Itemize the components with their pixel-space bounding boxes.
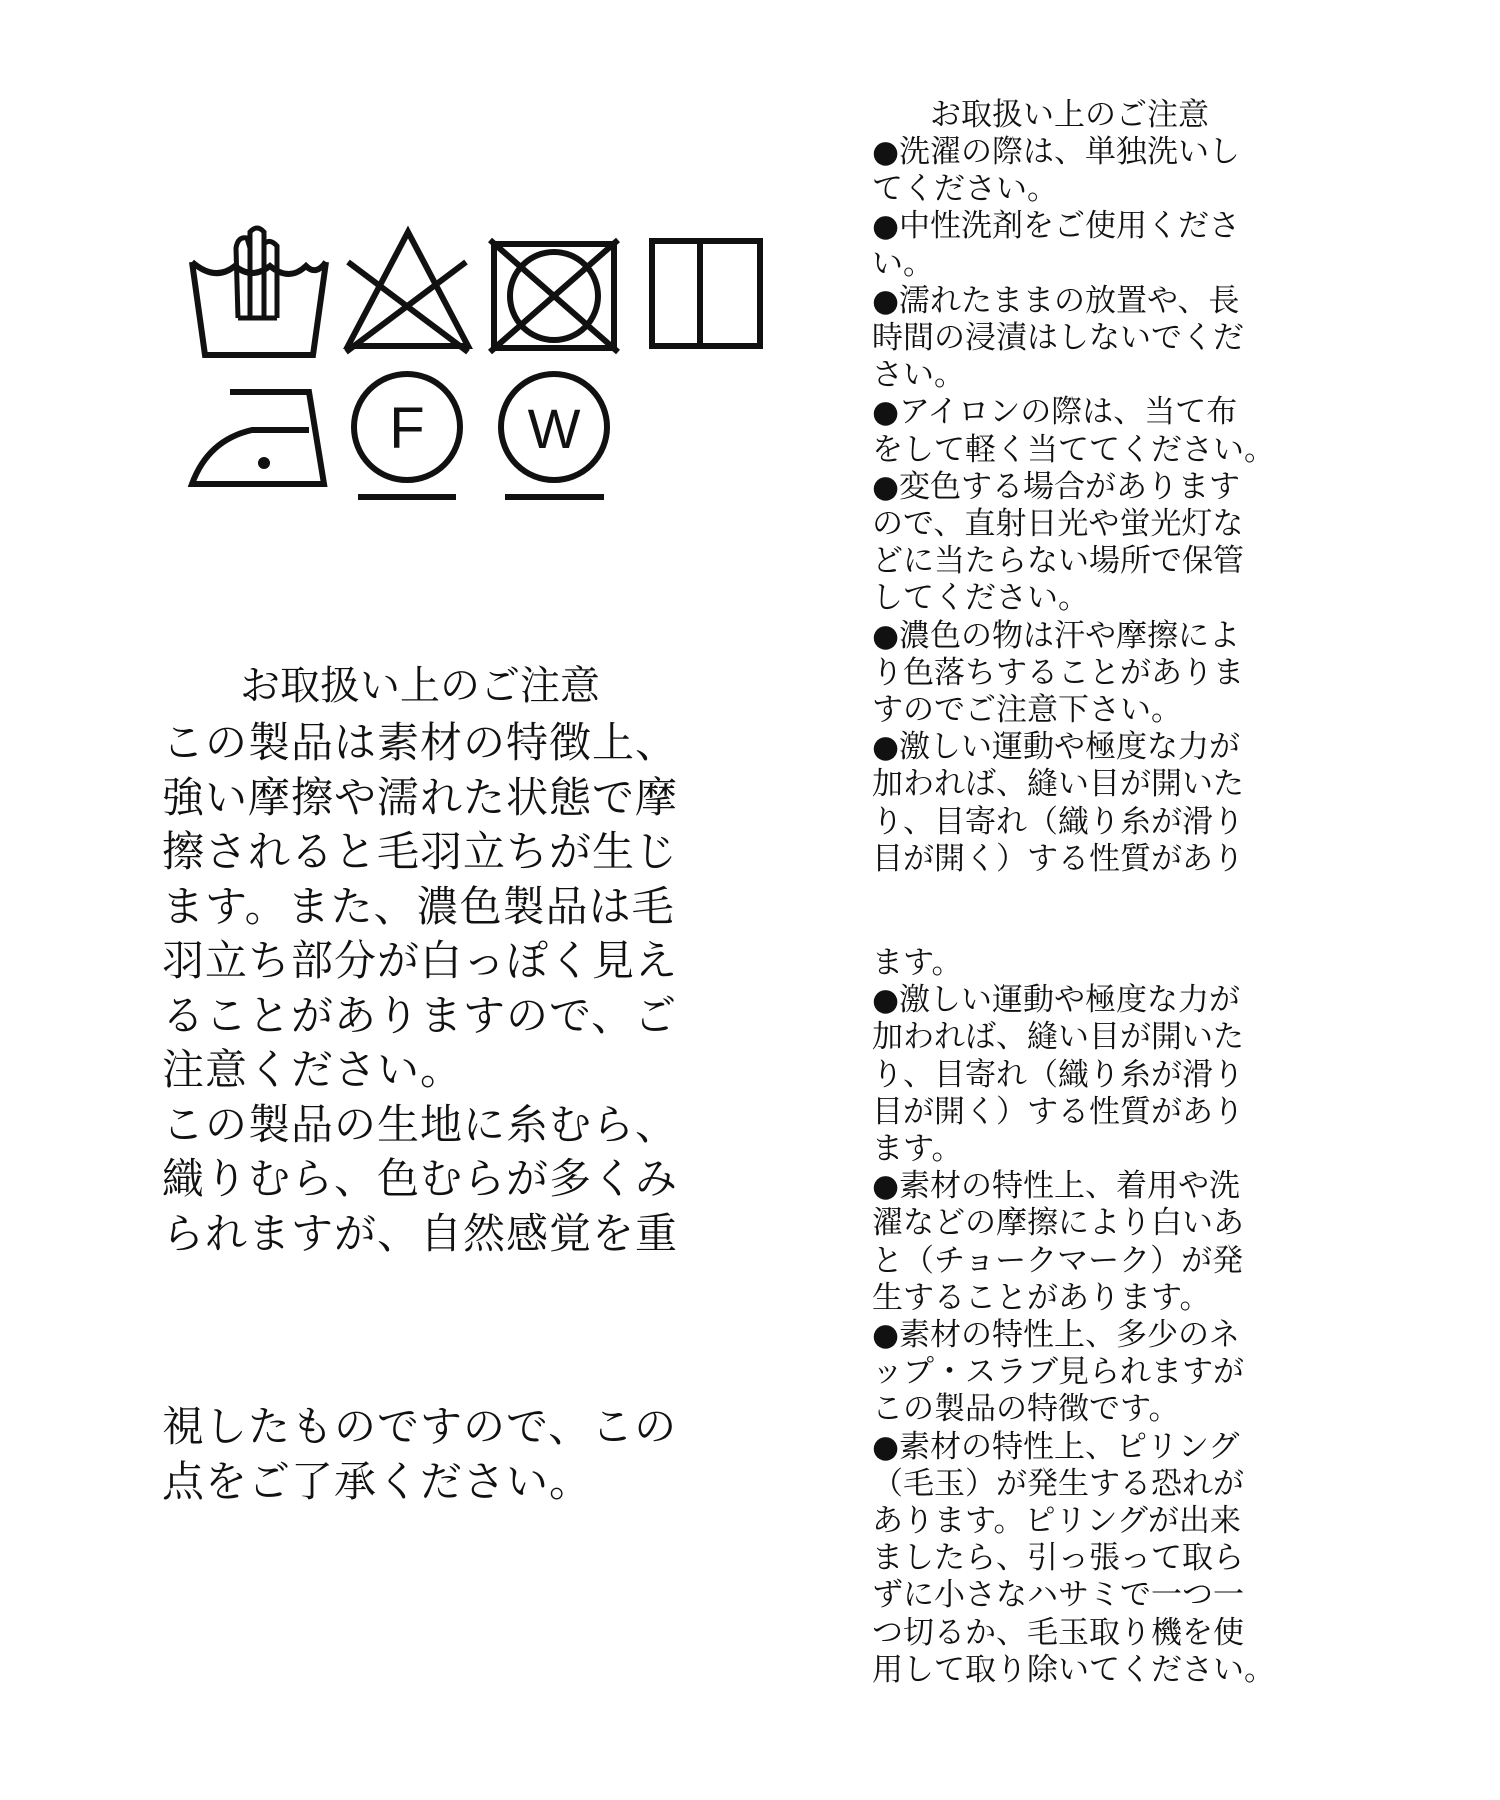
text-line: ●素材の特性上、着用や洗 <box>872 1168 1241 1205</box>
dry-clean-f-icon <box>354 374 460 497</box>
text-line: すのでご注意下さい。 <box>872 692 1182 729</box>
text-line: り色落ちすることがありま <box>872 654 1244 691</box>
text-line: い。 <box>872 245 934 282</box>
hand-wash-icon <box>192 228 326 355</box>
text-line: ●素材の特性上、多少のネ <box>872 1317 1241 1354</box>
text-line: と（チョークマーク）が発 <box>872 1242 1244 1279</box>
text-line: 時間の浸漬はしないでくだ <box>872 320 1244 357</box>
text-line: （毛玉）が発生する恐れが <box>872 1465 1244 1502</box>
left-notice-title: お取扱い上のご注意 <box>240 663 600 709</box>
text-line: ます。 <box>872 1131 963 1168</box>
text-line: られますが、自然感覚を重 <box>162 1208 679 1258</box>
text-line: 加われば、縫い目が開いた <box>872 1019 1244 1056</box>
text-line: 擦されると毛羽立ちが生じ <box>162 827 679 876</box>
text-line: をして軽く当ててください。 <box>872 431 1275 468</box>
text-line: 注意ください。 <box>162 1045 464 1094</box>
text-line: ●濃色の物は汗や摩擦によ <box>872 617 1241 654</box>
text-line: 加われば、縫い目が開いた <box>872 766 1244 803</box>
line-dry-icon <box>652 241 760 346</box>
text-line: ることがありますので、ご <box>162 990 678 1040</box>
left-notice-body-bottom <box>162 1400 677 1509</box>
text-line: つ切るか、毛玉取り機を使 <box>872 1614 1244 1651</box>
care-symbols <box>0 0 800 560</box>
text-line: り、目寄れ（織り糸が滑り <box>872 803 1244 840</box>
text-line: ●中性洗剤をご使用くださ <box>872 208 1241 245</box>
text-line: 目が開く）する性質があり <box>872 1093 1244 1130</box>
no-tumble-dry-icon <box>490 240 618 352</box>
text-line: 点をご了承ください。 <box>162 1456 593 1506</box>
text-line: 用して取り除いてください。 <box>872 1651 1275 1688</box>
text-line: どに当たらない場所で保管 <box>872 543 1244 580</box>
text-line: ●激しい運動や極度な力が <box>872 982 1241 1019</box>
right-notice-body-top <box>872 134 1275 878</box>
text-line: 目が開く）する性質があり <box>872 840 1244 877</box>
text-line: あります。ピリングが出来 <box>872 1503 1241 1540</box>
text-line: 織りむら、色むらが多くみ <box>162 1154 679 1203</box>
right-notice-title: お取扱い上のご注意 <box>930 97 1209 133</box>
text-line: ので、直射日光や蛍光灯な <box>872 506 1244 543</box>
text-line: 生することがあります。 <box>872 1279 1211 1316</box>
text-line: 視したものですので、この <box>162 1402 678 1451</box>
right-notice-body-bottom <box>872 945 1275 1689</box>
text-line: ●素材の特性上、ピリング <box>872 1428 1240 1465</box>
wet-clean-w-icon <box>501 374 607 497</box>
text-line: 羽立ち部分が白っぽく見え <box>162 936 679 985</box>
svg-text:W: W <box>527 397 581 460</box>
left-notice-body-top <box>162 716 678 1261</box>
text-line: てください。 <box>872 171 1058 208</box>
text-line: ましたら、引っ張って取ら <box>872 1540 1244 1577</box>
text-line: この製品は素材の特徴上、 <box>162 718 679 767</box>
text-line: ずに小さなハサミで一つ一 <box>872 1577 1244 1614</box>
text-line: 強い摩擦や濡れた状態で摩 <box>162 772 679 822</box>
text-line: ●激しい運動や極度な力が <box>872 729 1241 766</box>
text-line: ップ・スラブ見られますが <box>872 1354 1244 1391</box>
text-line: ●濡れたままの放置や、長 <box>872 282 1240 319</box>
text-line: ●洗濯の際は、単独洗いし <box>872 134 1241 170</box>
text-line: ●変色する場合があります <box>872 468 1241 505</box>
text-line: り、目寄れ（織り糸が滑り <box>872 1056 1244 1093</box>
svg-text:F: F <box>389 396 425 461</box>
text-line: この製品の生地に糸むら、 <box>162 1099 679 1149</box>
no-bleach-icon <box>346 232 468 352</box>
text-line: ます。 <box>872 945 963 981</box>
text-line: してください。 <box>872 580 1089 617</box>
text-line: ●アイロンの際は、当て布 <box>872 394 1238 431</box>
text-line: ます。また、濃色製品は毛 <box>162 881 675 931</box>
iron-low-icon <box>192 392 324 484</box>
text-line: 濯などの摩擦により白いあ <box>872 1205 1244 1242</box>
text-line: さい。 <box>872 357 965 394</box>
text-line: この製品の特徴です。 <box>872 1391 1180 1428</box>
